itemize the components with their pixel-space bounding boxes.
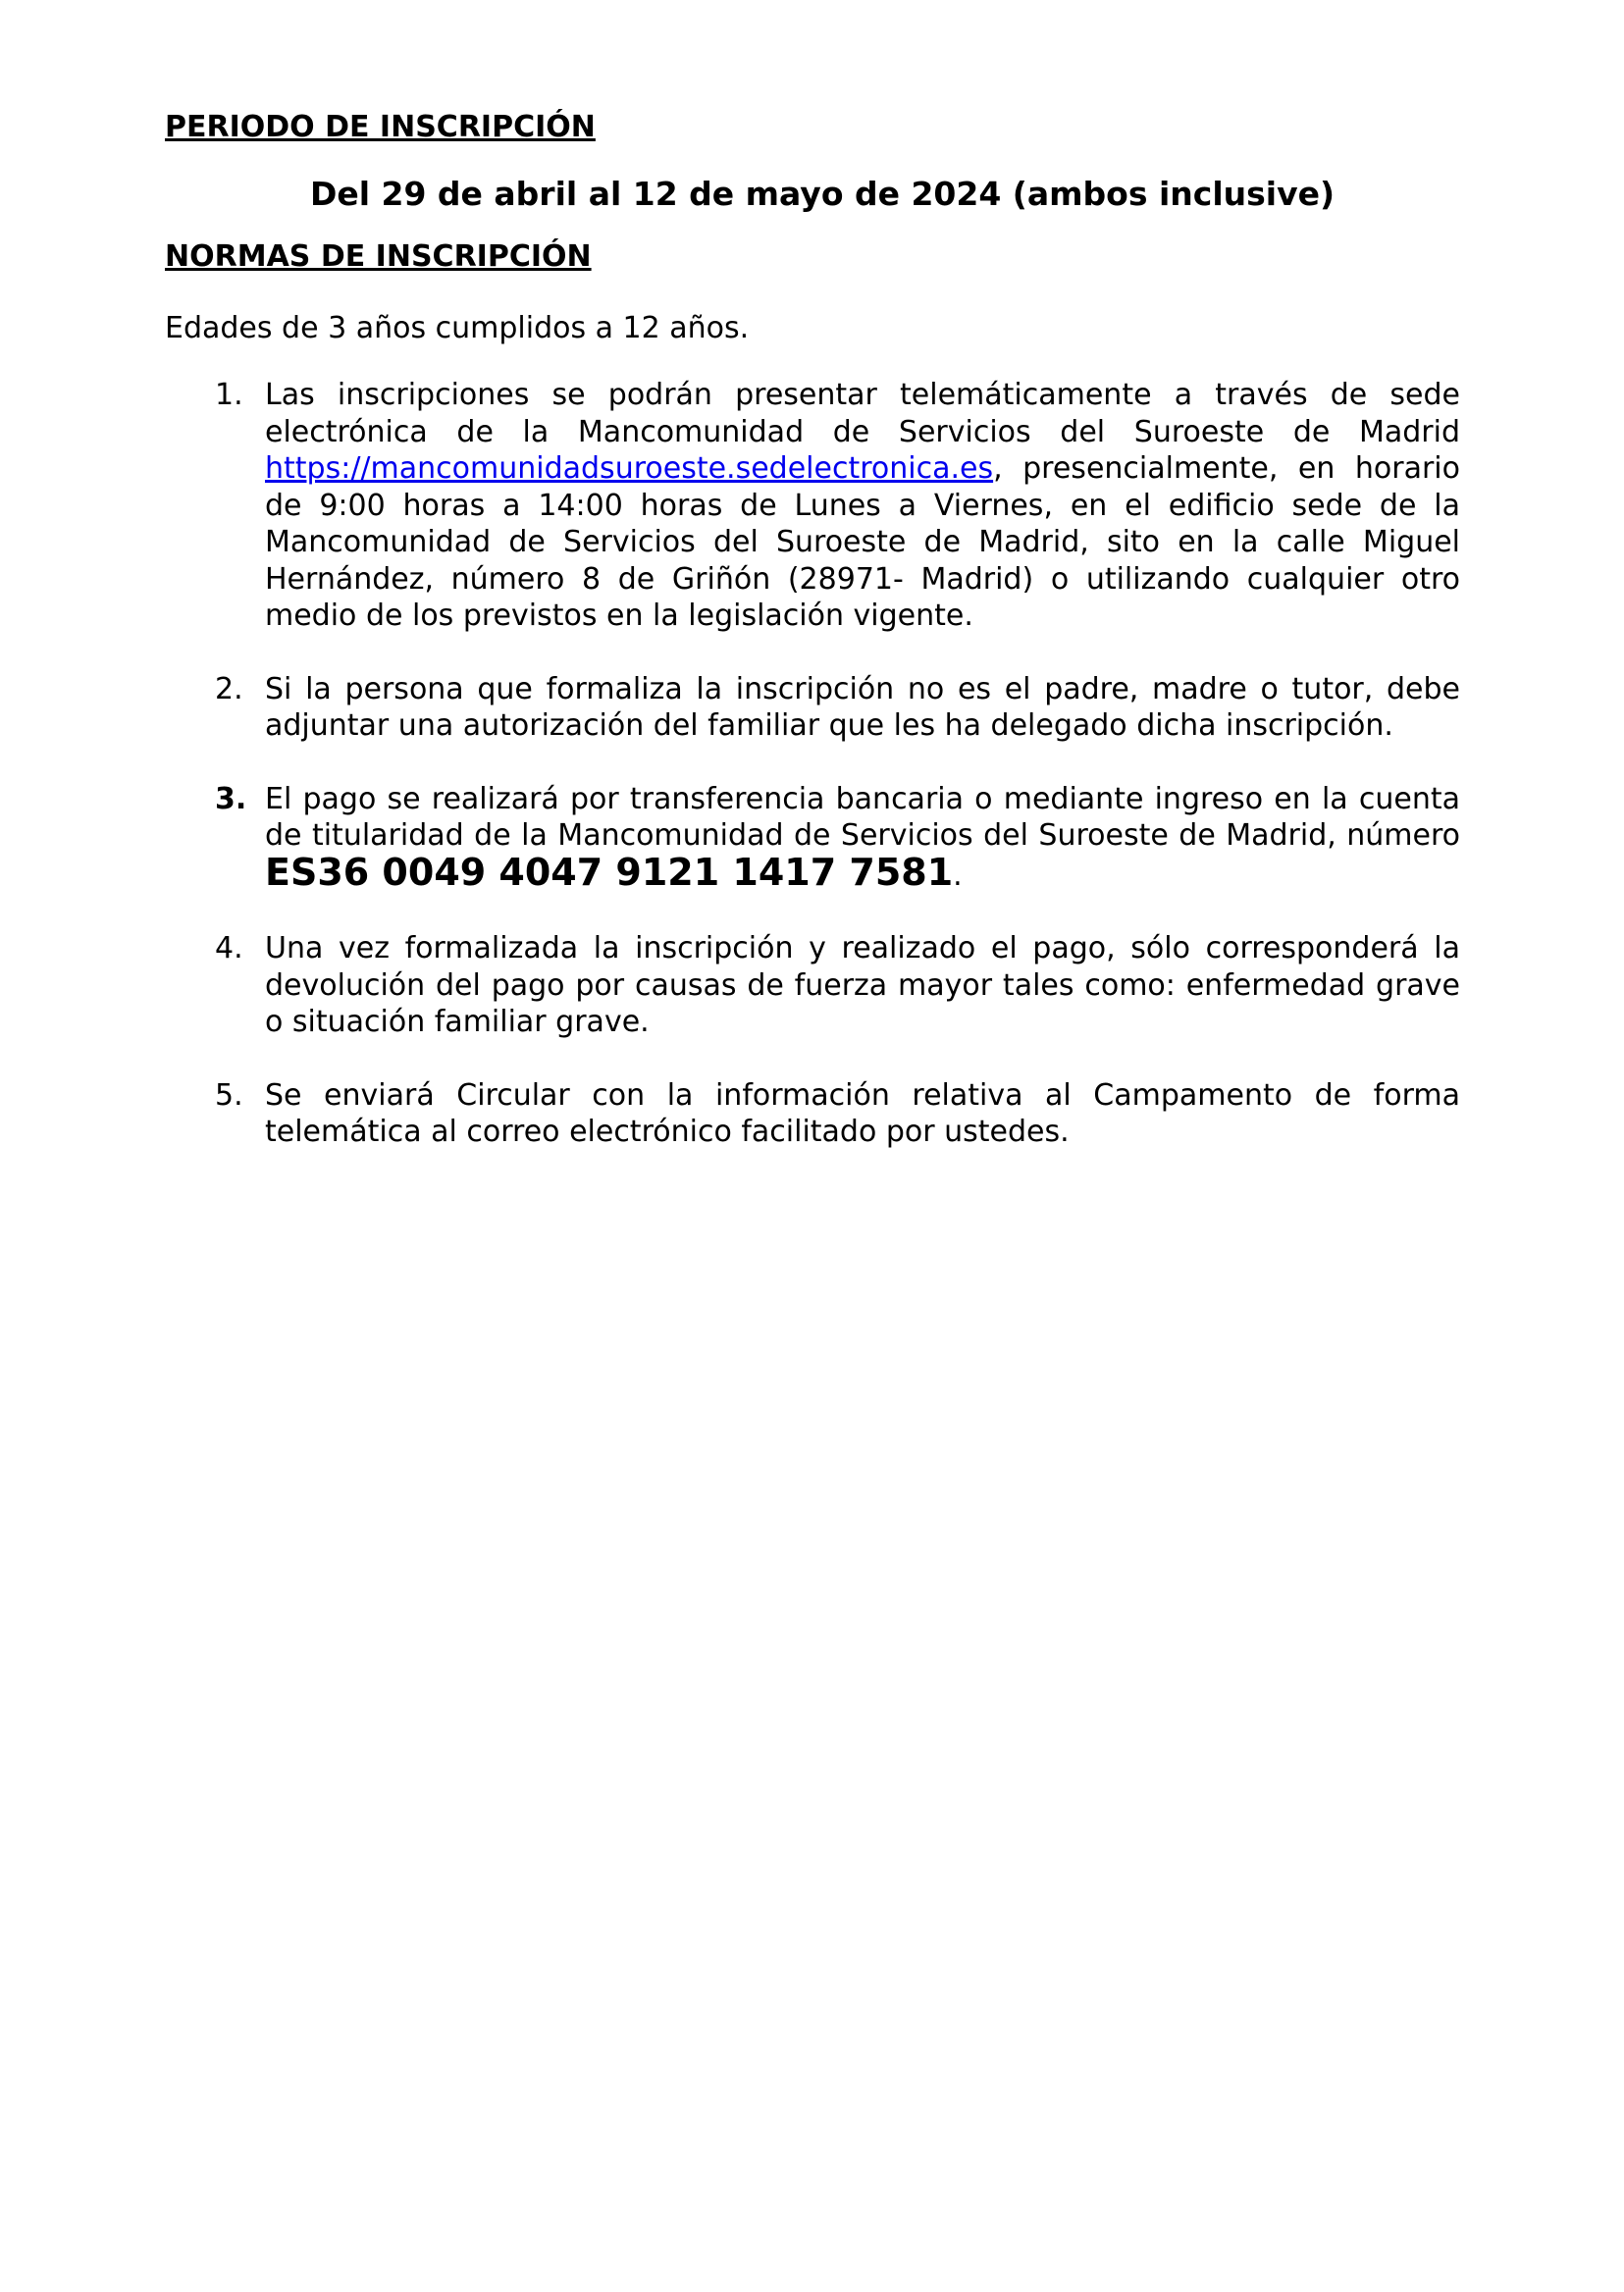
sede-electronica-link[interactable]: https://mancomunidadsuroeste.sedelectronica.es [265,451,994,486]
rule-text: Si la persona que formaliza la inscripción no es el padre, madre o tutor, debe adjuntar una autorización del familiar que les ha delegado dicha inscripción. [265,671,1460,743]
rule-text: Las inscripciones se podrán presentar telemáticamente a través de sede electrónica de la Mancomunidad de Servicios del Suroeste de Madrid [265,378,1460,449]
rule-text: Se enviará Circular con la información relativa al Campamento de forma telemática al correo electrónico facilitado por ustedes. [265,1077,1460,1149]
rule-item-2 [165,671,1460,745]
rule-item-5 [165,1077,1460,1151]
rule-item-1 [165,377,1460,635]
heading-normas-inscripcion: NORMAS DE INSCRIPCIÓN [165,239,592,274]
rule-number: 4. [215,931,243,965]
rule-text-continued: , presencialmente, en horario de 9:00 horas a 14:00 horas de Lunes a Viernes, en el edificio sede de la Mancomunidad de Servicios del Suroeste de Madrid, sito en la calle Miguel Hernández, número 8 de Griñón (28971- Madrid) o utilizando cualquier otro medio de los previstos en la legislación vigente. [265,451,1460,633]
rules-list [165,377,1460,1151]
rule-text-end: . [953,858,963,893]
rule-text: El pago se realizará por transferencia bancaria o mediante ingreso en la cuenta de titularidad de la Mancomunidad de Servicios del Suroeste de Madrid, número [265,781,1460,853]
rule-item-4 [165,930,1460,1041]
rule-item-3 [165,781,1460,895]
rule-number: 1. [215,378,243,412]
bank-account-iban: ES36 0049 4047 9121 1417 7581 [265,850,954,894]
rule-number: 2. [215,671,243,706]
rule-number: 5. [215,1077,243,1113]
rule-number: 3. [215,781,247,816]
document-page [165,108,1460,1187]
age-range-text: Edades de 3 años cumplidos a 12 años. [165,311,750,345]
heading-periodo-inscripcion: PERIODO DE INSCRIPCIÓN [165,110,596,144]
inscription-period-dates: Del 29 de abril al 12 de mayo de 2024 (ambos inclusive) [309,175,1336,213]
rule-text: Una vez formalizada la inscripción y realizado el pago, sólo corresponderá la devolución del pago por causas de fuerza mayor tales como: enfermedad grave o situación familiar grave. [265,931,1460,1039]
